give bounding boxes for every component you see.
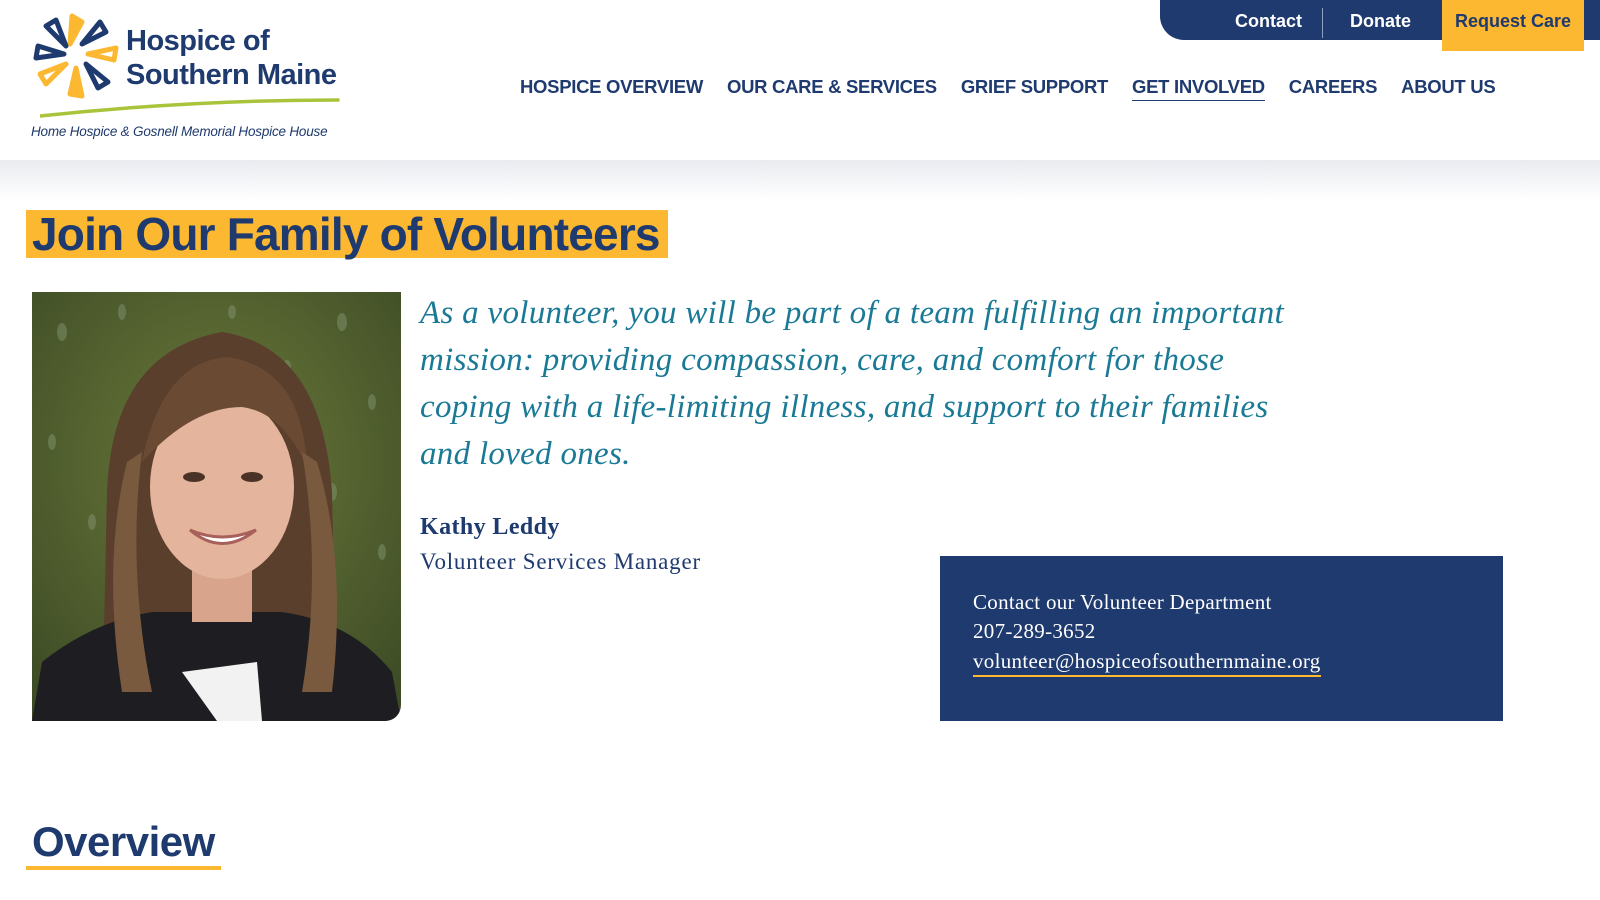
volunteer-quote: As a volunteer, you will be part of a team fulfilling an important mission: providing compassion, care, and comfort for those coping with a life-limiting illness, and support to their families and loved ones.: [420, 295, 1285, 472]
donate-link[interactable]: Donate: [1350, 11, 1412, 31]
person-role: Volunteer Services Manager: [420, 549, 701, 574]
contact-phone-link[interactable]: 207-289-3652: [973, 619, 1096, 643]
contact-heading: Contact our Volunteer Department: [973, 590, 1272, 614]
utility-divider: [1322, 8, 1323, 38]
page-title: Join Our Family of Volunteers: [26, 210, 668, 258]
logo-tagline: Home Hospice & Gosnell Memorial Hospice House: [31, 124, 328, 139]
logo-swoosh: [40, 94, 340, 124]
staff-portrait: [32, 292, 401, 721]
overview-heading: Overview: [26, 818, 221, 870]
person-name: Kathy Leddy: [420, 514, 560, 540]
main-nav: [520, 76, 1495, 101]
logo-line-1: Hospice of: [126, 25, 270, 57]
header-shadow: [0, 160, 1600, 200]
request-care-button[interactable]: Request Care: [1442, 0, 1584, 51]
nav-about-us[interactable]: ABOUT US: [1401, 76, 1496, 97]
logo-wordmark: [126, 24, 337, 92]
nav-careers[interactable]: CAREERS: [1288, 76, 1378, 97]
nav-our-care-services[interactable]: OUR CARE & SERVICES: [726, 76, 937, 97]
contact-link[interactable]: Contact: [1235, 11, 1302, 31]
nav-get-involved[interactable]: GET INVOLVED: [1132, 76, 1265, 101]
nav-grief-support[interactable]: GRIEF SUPPORT: [960, 76, 1109, 97]
volunteer-contact-box: [940, 556, 1503, 721]
site-header: [0, 0, 1600, 160]
nav-hospice-overview[interactable]: HOSPICE OVERVIEW: [520, 76, 703, 97]
site-logo[interactable]: [30, 10, 350, 145]
logo-line-2: Southern Maine: [126, 59, 337, 91]
sunburst-logo-icon: [30, 10, 122, 102]
contact-email-link[interactable]: volunteer@hospiceofsouthernmaine.org: [973, 649, 1321, 677]
